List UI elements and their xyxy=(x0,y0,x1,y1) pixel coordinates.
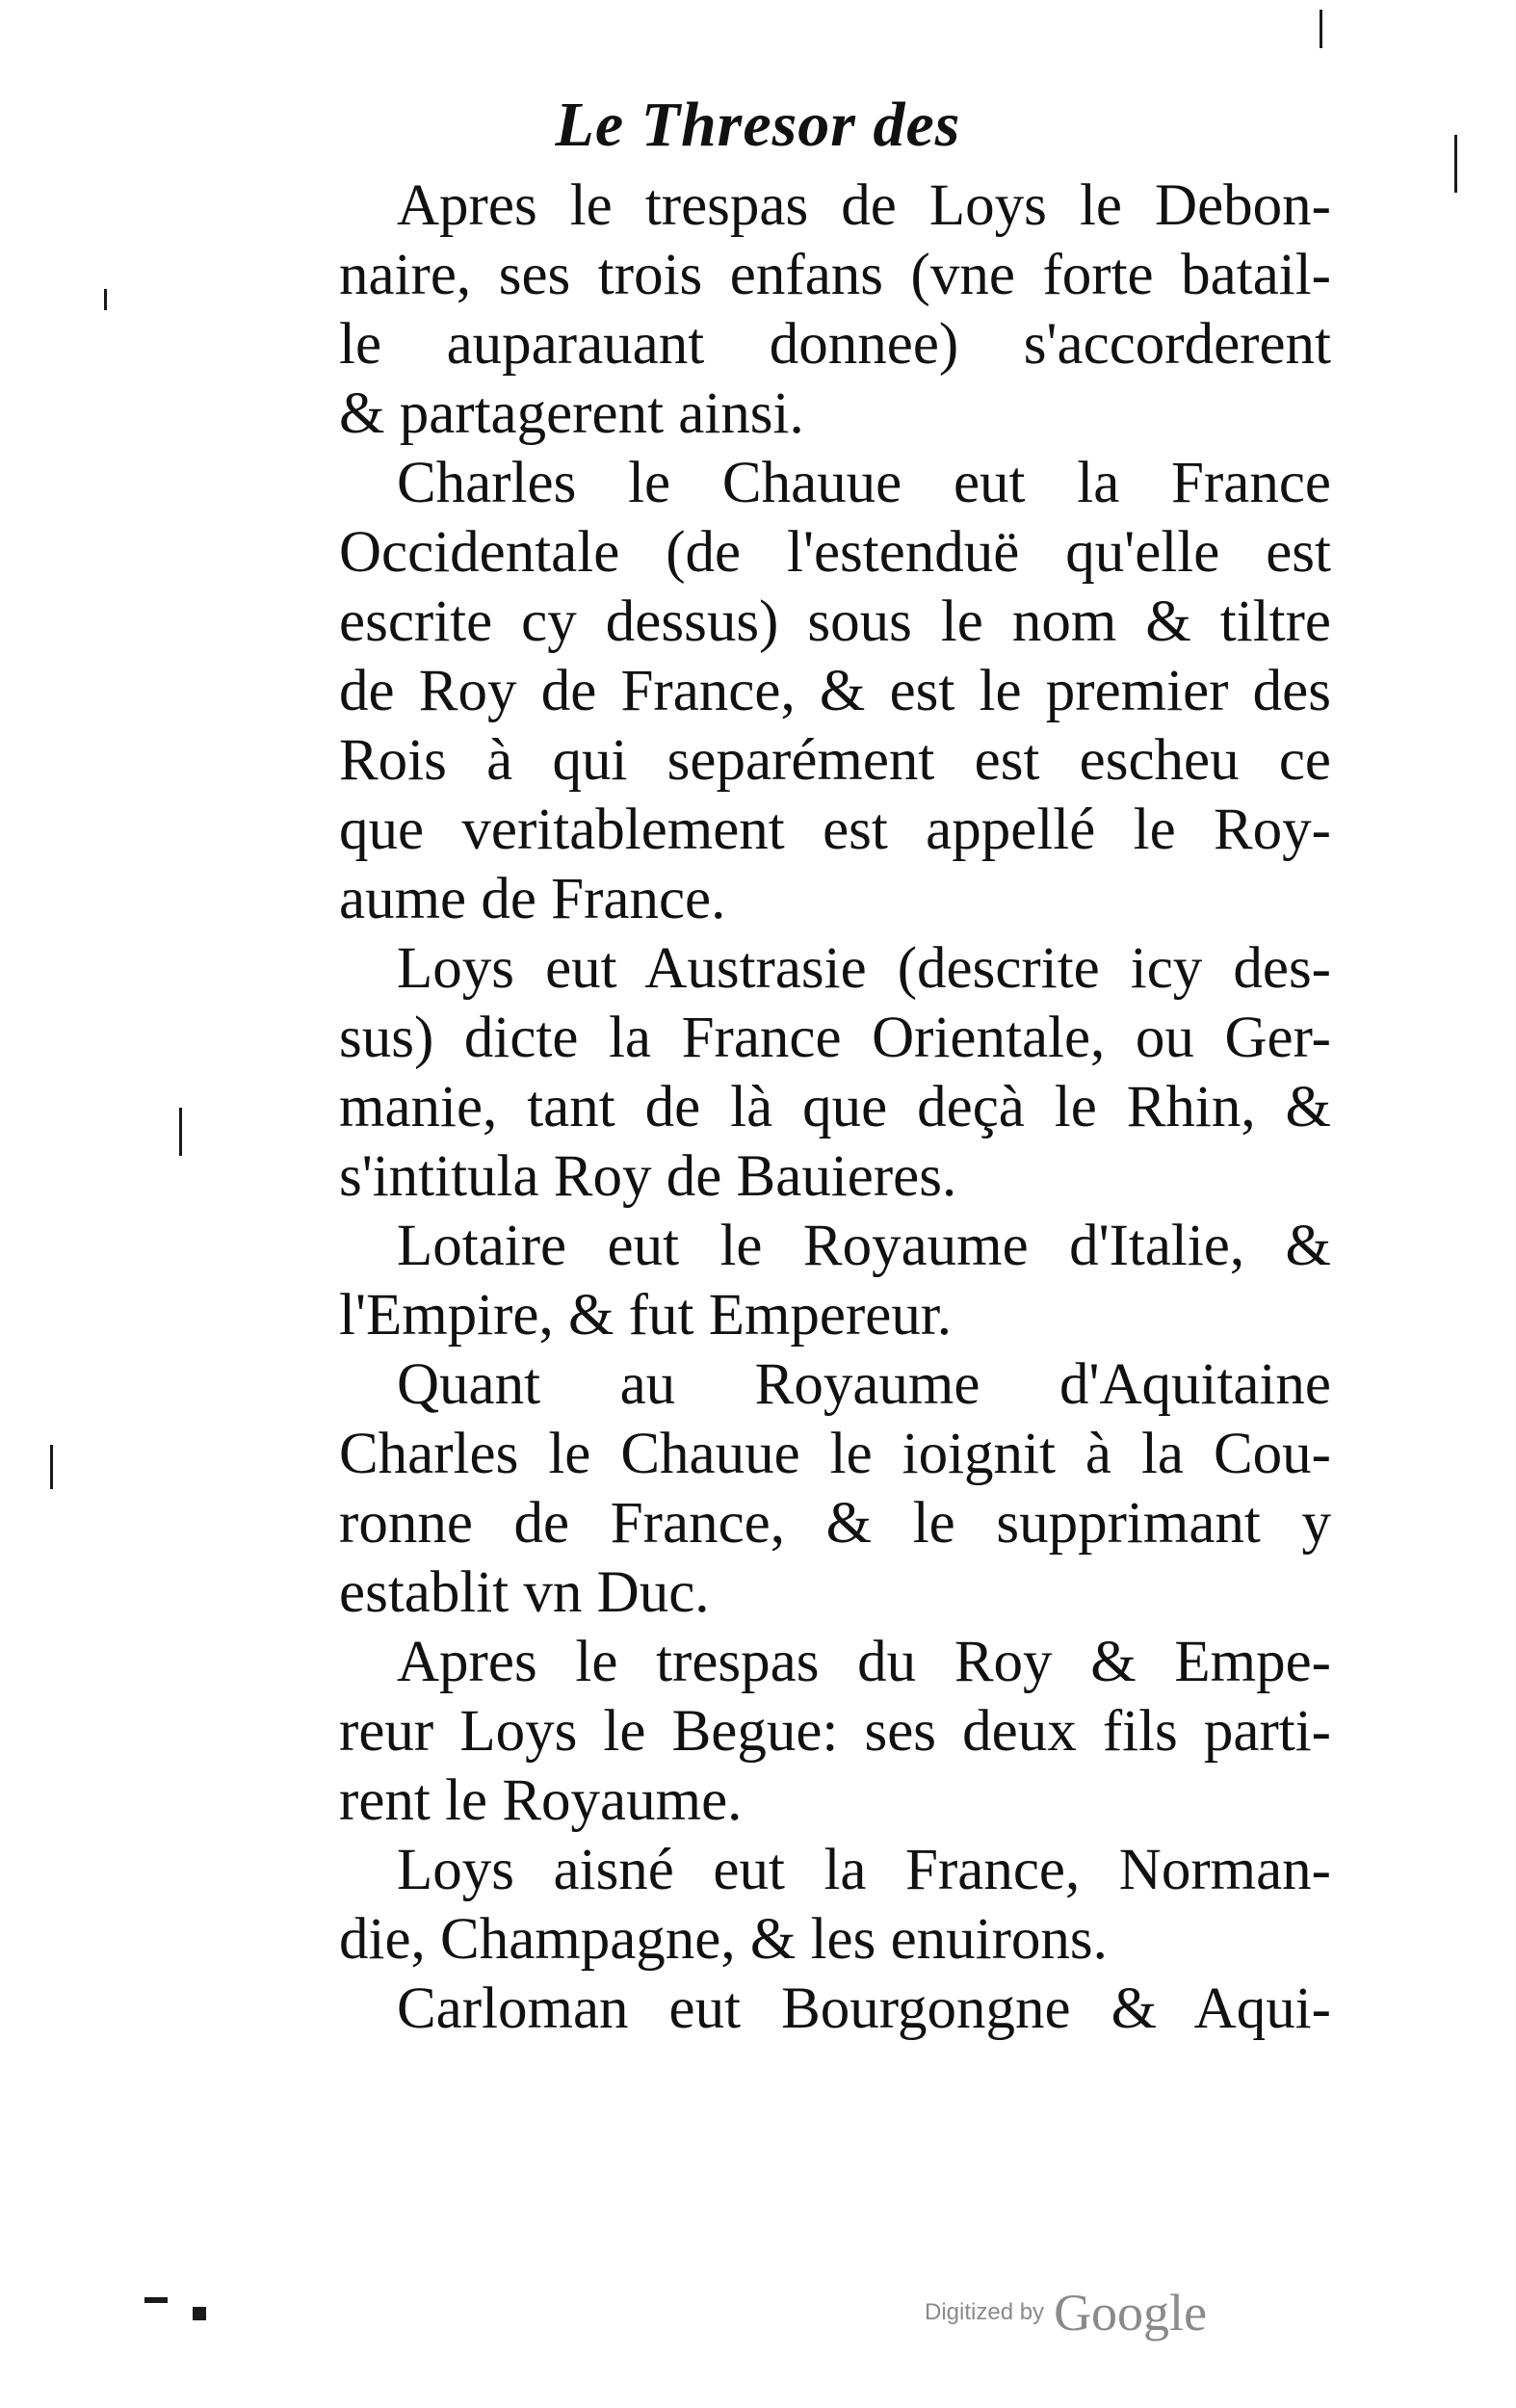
text-line: naire, ses trois enfans (vne forte batail- xyxy=(339,243,1331,307)
text-line: Charles le Chauue le ioignit à la Cou- xyxy=(339,1422,1331,1486)
text-line: aume de France. xyxy=(339,867,726,931)
body-text xyxy=(339,171,1331,2044)
text-line: ronne de France, & le supprimant y xyxy=(339,1491,1331,1556)
text-line: Quant au Royaume d'Aquitaine xyxy=(397,1352,1331,1417)
paragraph-4 xyxy=(339,1212,1331,1350)
text-line: Charles le Chauue eut la France xyxy=(397,451,1331,515)
text-line: Loys eut Austrasie (descrite icy des- xyxy=(397,936,1331,1001)
text-line: Apres le trespas du Roy & Empe- xyxy=(397,1630,1331,1694)
text-line: reur Loys le Begue: ses deux fils parti- xyxy=(339,1699,1331,1764)
text-line: rent le Royaume. xyxy=(339,1768,743,1833)
paragraph-5 xyxy=(339,1350,1331,1628)
paragraph-6 xyxy=(339,1628,1331,1836)
text-line: Occidentale (de l'estenduë qu'elle est xyxy=(339,520,1331,585)
text-line: & partagerent ainsi. xyxy=(339,381,804,446)
paragraph-1 xyxy=(339,171,1331,449)
scan-speck xyxy=(179,1108,182,1156)
text-line: sus) dicte la France Orientale, ou Ger- xyxy=(339,1006,1331,1070)
text-line: Rois à qui separément est escheu ce xyxy=(339,728,1331,793)
paragraph-7 xyxy=(339,1836,1331,1975)
scan-speck xyxy=(1320,10,1322,48)
scan-speck xyxy=(104,289,107,310)
text-line: Apres le trespas de Loys le Debon- xyxy=(397,173,1331,238)
scan-speck xyxy=(144,2297,168,2303)
text-line: le auparauant donnee) s'accorderent xyxy=(339,312,1331,377)
digitized-label: Digitized by xyxy=(925,2299,1045,2325)
text-line: manie, tant de là que deçà le Rhin, & xyxy=(339,1075,1331,1139)
google-watermark xyxy=(925,2283,1207,2343)
text-line: l'Empire, & fut Empereur. xyxy=(339,1283,953,1348)
text-line: establit vn Duc. xyxy=(339,1560,710,1625)
text-line: Lotaire eut le Royaume d'Italie, & xyxy=(397,1214,1331,1278)
text-line: que veritablement est appellé le Roy- xyxy=(339,798,1331,862)
text-line: escrite cy dessus) sous le nom & tiltre xyxy=(339,589,1331,654)
text-line: Carloman eut Bourgongne & Aqui- xyxy=(397,1976,1331,2041)
text-line: de Roy de France, & est le premier des xyxy=(339,659,1331,723)
text-line: s'intitula Roy de Bauieres. xyxy=(339,1144,957,1209)
text-line: die, Champagne, & les enuirons. xyxy=(339,1907,1108,1972)
running-head: Le Thresor des xyxy=(555,90,961,160)
text-line: Loys aisné eut la France, Norman- xyxy=(397,1838,1331,1902)
paragraph-3 xyxy=(339,934,1331,1212)
scan-speck xyxy=(193,2307,206,2320)
scan-speck xyxy=(1454,135,1457,193)
paragraph-8 xyxy=(339,1975,1331,2044)
google-logo: Google xyxy=(1054,2284,1208,2342)
scan-speck xyxy=(50,1445,53,1489)
paragraph-2 xyxy=(339,449,1331,934)
